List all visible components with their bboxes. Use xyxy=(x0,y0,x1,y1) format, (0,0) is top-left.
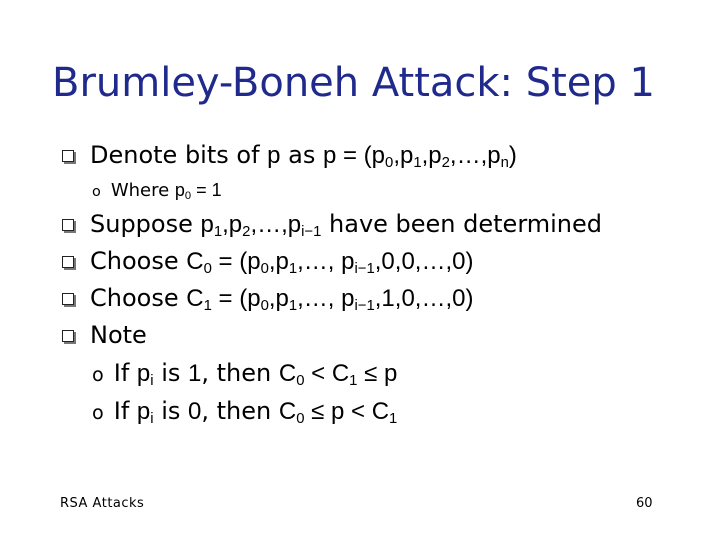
square-bullet-icon xyxy=(62,150,74,162)
bullet-item: Note xyxy=(90,321,147,349)
sub-bullet-item: o If $p_i$ is 1, then $C_0 < C_1 \le p$ xyxy=(92,359,398,390)
circle-bullet-icon: o xyxy=(92,184,101,200)
square-bullet-icon xyxy=(62,293,74,305)
square-bullet-icon xyxy=(62,256,74,268)
square-bullet-icon xyxy=(62,330,74,342)
bullet-item: Suppose $p_1,p_2,\dots,p_{i-1}$ have been determined xyxy=(90,210,603,241)
square-bullet-icon xyxy=(62,219,74,231)
circle-bullet-icon: o xyxy=(92,401,104,424)
circle-bullet-icon: o xyxy=(92,363,104,386)
slide-title: Brumley-Boneh Attack: Step 1 xyxy=(52,60,655,106)
bullet-item: Choose $C_1$ = ($p_0,p_1,\dots$, $p_{i-1},1,0,\dots,0$) xyxy=(90,284,474,315)
sub-bullet-item: o If $p_i$ is 0, then $C_0 \le p < C_1$ xyxy=(92,397,398,428)
bullet-item: Denote bits of p as $p = (p_0,p_1,p_2,\dots,p_n)$ xyxy=(90,141,517,172)
bullet-item: Choose $C_0$ = ($p_0,p_1,\dots$, $p_{i-1},0,0,\dots,0$) xyxy=(90,247,474,278)
footer-title: RSA Attacks xyxy=(60,496,145,511)
sub-bullet-item: o Where $p_0 = 1$ xyxy=(92,180,222,203)
page-number: 60 xyxy=(636,496,653,511)
